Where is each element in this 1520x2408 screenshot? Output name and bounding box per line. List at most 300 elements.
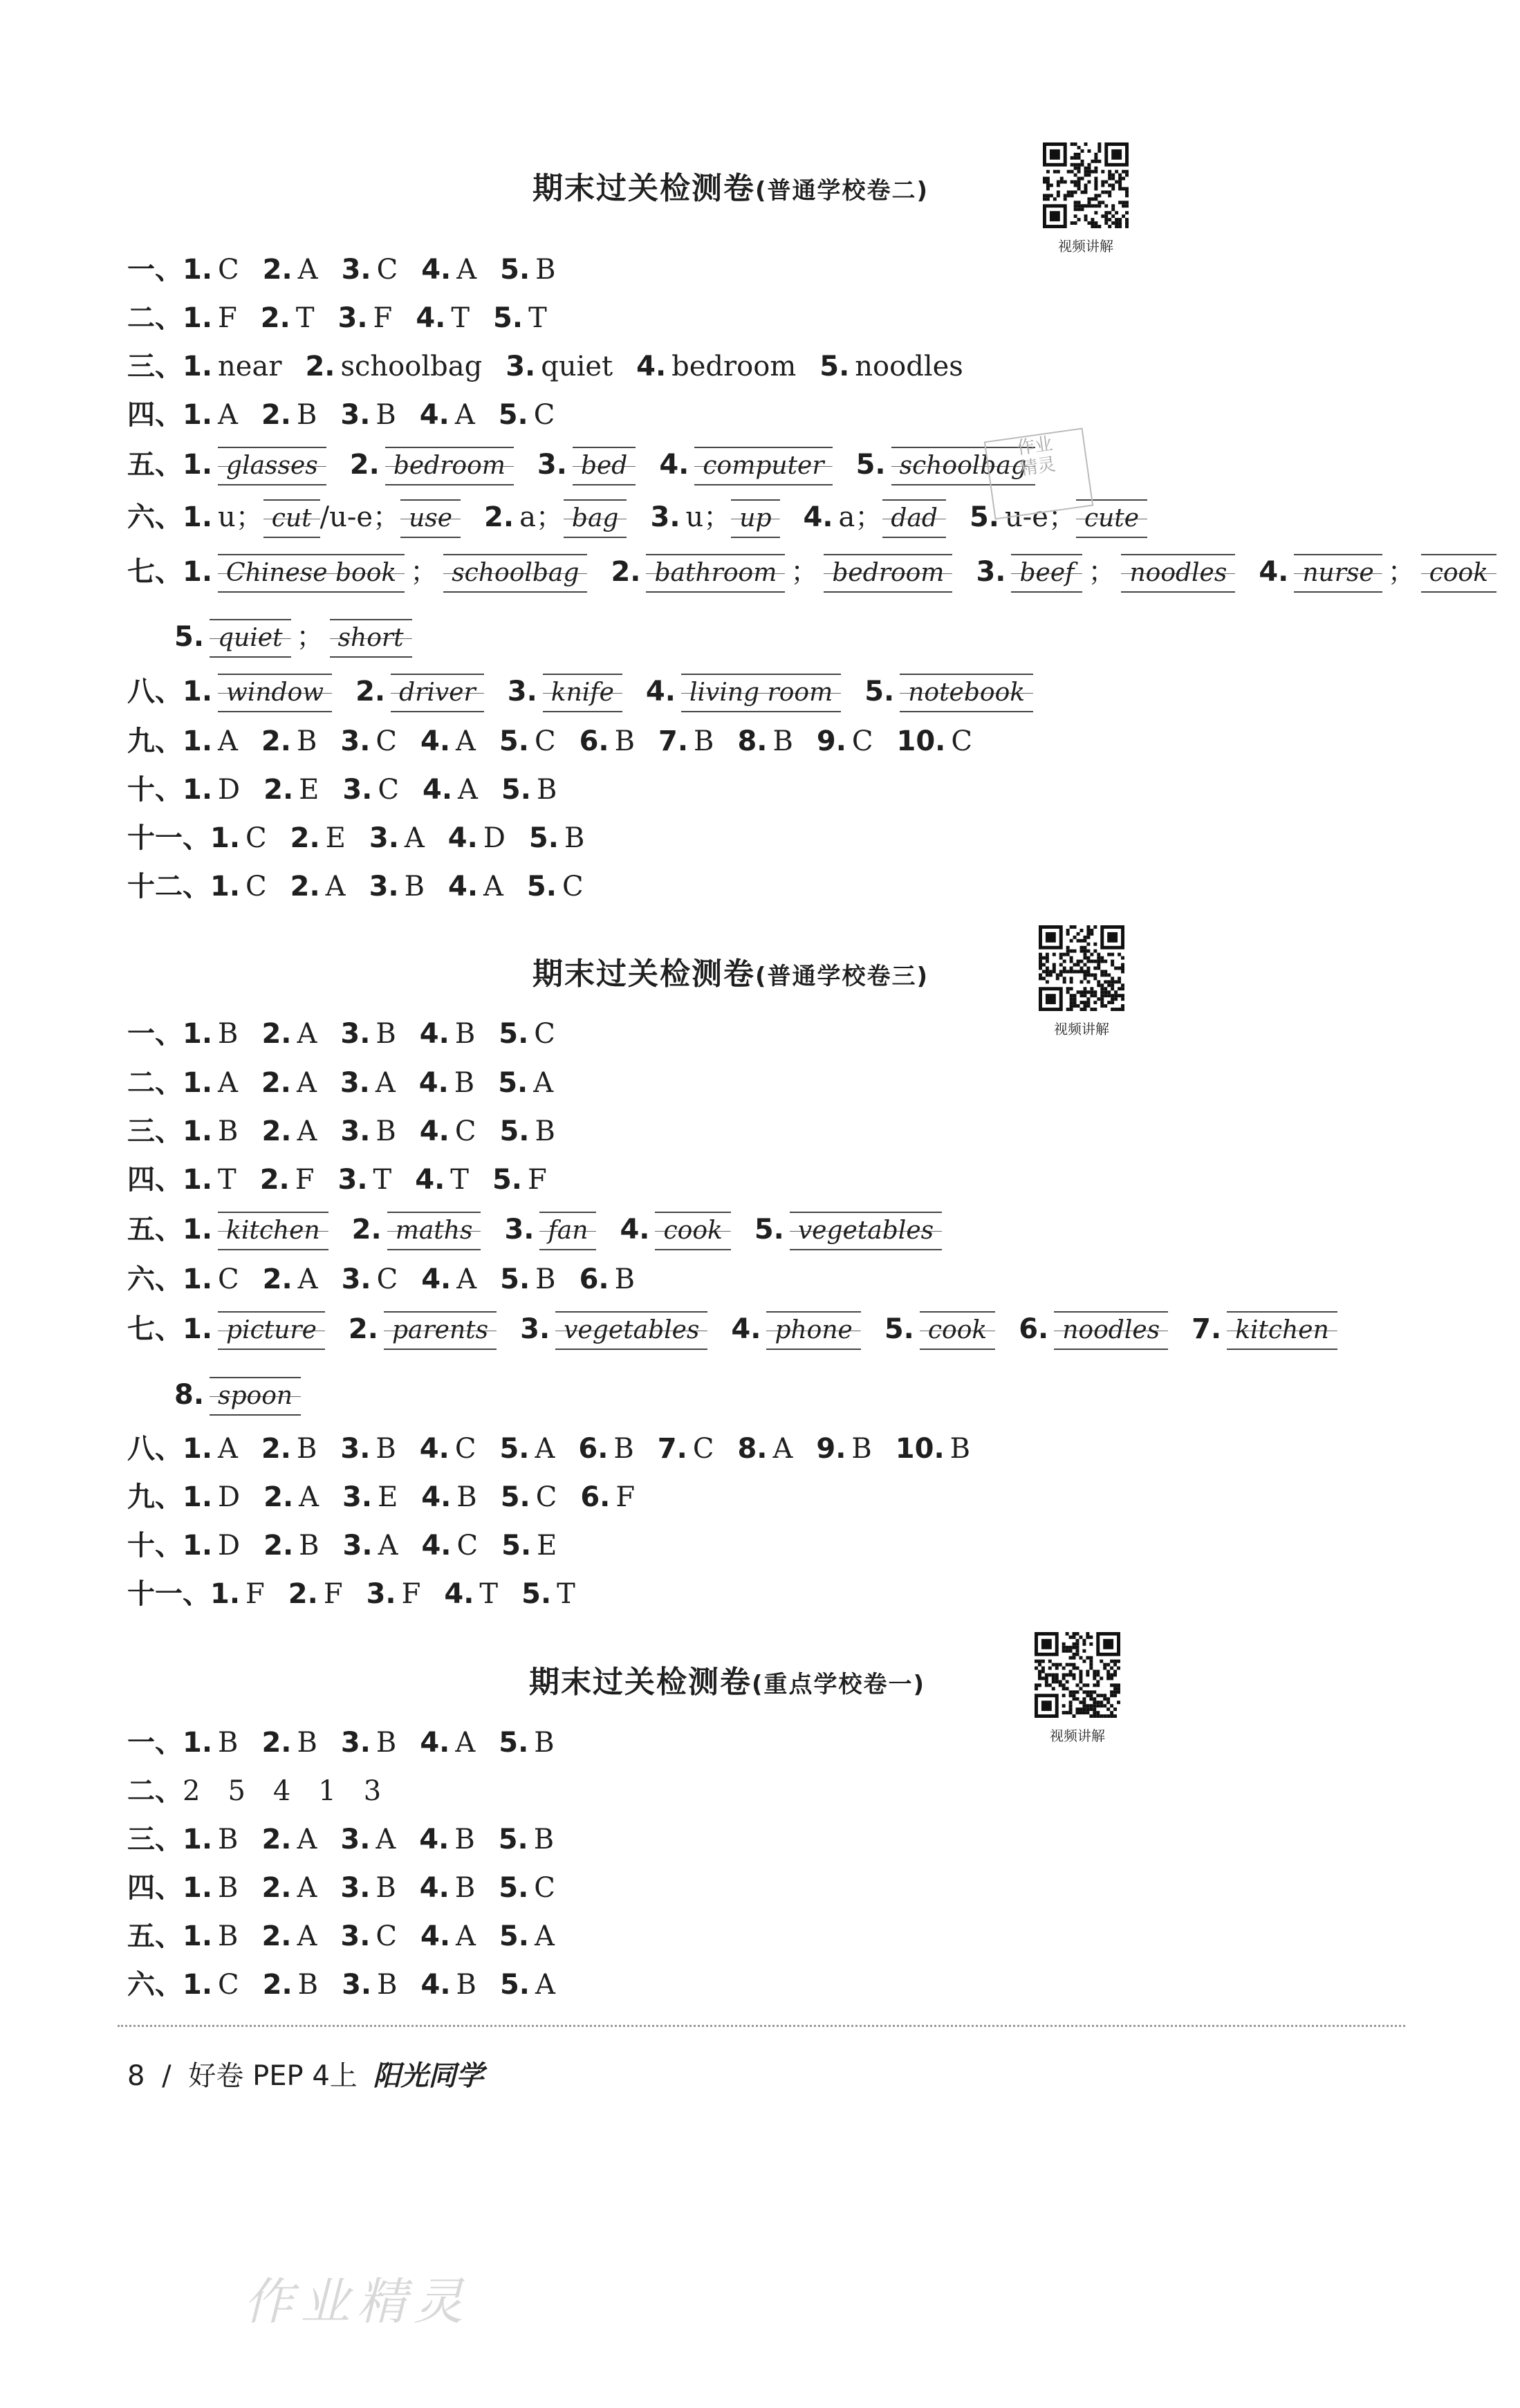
answer-item	[342, 769, 399, 811]
question-number: 5.	[500, 1481, 530, 1513]
handwritten-answer: phone	[766, 1311, 860, 1350]
question-group-label: 一、	[127, 1018, 183, 1050]
question-number: 1.	[183, 1920, 213, 1952]
answer-item	[527, 866, 584, 907]
answer-item	[369, 817, 425, 859]
answer-item	[183, 346, 281, 387]
question-number: 4.	[415, 1164, 445, 1196]
question-number: 4.	[421, 254, 452, 286]
answer-text: D	[218, 1481, 241, 1513]
question-number: 2.	[261, 399, 291, 431]
brand-logo: 阳光同学	[373, 2060, 484, 2092]
answer-text: A	[458, 774, 478, 806]
answer-row	[127, 1573, 599, 1615]
question-number: 4.	[448, 871, 479, 902]
answer-text: C	[951, 725, 972, 757]
answer-text: A	[299, 1481, 319, 1513]
answer-row	[174, 616, 436, 658]
answer-item	[658, 1428, 714, 1470]
answer-text: B	[376, 1872, 396, 1904]
answer-text: A	[404, 822, 425, 854]
answer-item	[261, 721, 317, 762]
answer-item	[415, 1159, 469, 1201]
answer-item	[580, 1476, 635, 1518]
question-number: 5.	[526, 871, 557, 902]
handwritten-answer: cook	[655, 1212, 730, 1250]
question-number: 2.	[261, 1115, 292, 1147]
qr-label: 视频讲解	[1058, 238, 1113, 254]
handwritten-answer: living room	[681, 674, 841, 712]
qr-code-icon[interactable]	[1035, 1632, 1120, 1718]
answer-row	[127, 1867, 579, 1909]
question-number: 3.	[342, 1969, 372, 2001]
answer-item	[183, 1476, 240, 1518]
question-number: 3.	[342, 774, 373, 806]
question-number: 5.	[521, 1578, 552, 1610]
answer-text: C	[378, 774, 399, 806]
question-group-label: 二、	[127, 1775, 183, 1807]
answer-text: quiet	[541, 351, 613, 382]
stamp-watermark: 作业 精灵	[984, 428, 1093, 520]
answer-text: A	[535, 1969, 555, 2001]
answer-row	[127, 394, 578, 436]
question-number: 4.	[420, 1727, 450, 1759]
answer-item	[816, 1428, 871, 1470]
question-number: 5.	[499, 1727, 529, 1759]
question-number: 2.	[262, 1969, 293, 2001]
question-number: 9.	[816, 1433, 846, 1465]
handwritten-answer: fan	[539, 1212, 596, 1250]
question-number: 5.	[498, 1824, 528, 1855]
answer-separator: ；	[790, 556, 819, 588]
question-group-label: 一、	[127, 254, 183, 286]
answer-text: C	[534, 1018, 555, 1050]
answer-text: A	[218, 1433, 238, 1465]
answer-item	[500, 1964, 555, 2006]
answer-row	[127, 1159, 571, 1201]
answer-text: C	[454, 1115, 476, 1147]
answer-separator: ；	[1387, 556, 1416, 588]
question-number: 3.	[340, 1727, 371, 1759]
handwritten-answer: noodles	[1054, 1311, 1168, 1350]
answer-row	[127, 249, 580, 290]
answer-text: B	[296, 725, 317, 757]
question-number: 8.	[737, 1433, 768, 1465]
answer-item	[897, 721, 972, 762]
answer-item	[578, 1428, 633, 1470]
answer-text: B	[376, 1115, 396, 1147]
question-number: 3.	[341, 1263, 371, 1295]
answer-item	[174, 616, 412, 658]
handwritten-answer: notebook	[900, 674, 1033, 712]
answer-item	[342, 1476, 398, 1518]
answer-item	[737, 1428, 793, 1470]
answer-item	[183, 1964, 239, 2006]
question-number: 3.	[340, 1433, 371, 1465]
handwritten-answer: bedroom	[385, 447, 514, 485]
handwritten-answer: bed	[573, 447, 636, 485]
question-group-label: 五、	[127, 449, 183, 481]
question-group-label: 四、	[127, 399, 183, 431]
answer-item	[484, 497, 627, 538]
answer-item	[420, 1428, 476, 1470]
answer-item	[580, 1259, 635, 1300]
answer-text: F	[527, 1164, 547, 1196]
answer-text: B	[218, 1727, 239, 1759]
answer-item	[448, 866, 503, 907]
answer-text: A	[456, 1920, 476, 1952]
answer-item	[501, 1525, 557, 1566]
question-number: 5.	[498, 1067, 528, 1099]
answer-text: E	[537, 1530, 557, 1562]
question-number: 5.	[492, 1164, 522, 1196]
answer-text: F	[323, 1578, 343, 1610]
question-number: 1.	[183, 1214, 213, 1245]
question-number: 1.	[183, 1115, 213, 1147]
answer-text: B	[694, 725, 714, 757]
handwritten-answer: short	[330, 619, 412, 658]
answer-item	[261, 297, 315, 339]
question-group-label: 六、	[127, 501, 183, 533]
answer-text: C	[245, 871, 267, 902]
answer-text: E	[325, 822, 346, 854]
answer-item	[529, 817, 584, 859]
question-number: 1.	[183, 556, 213, 588]
answer-item	[819, 346, 963, 387]
question-number: 1.	[183, 1824, 213, 1855]
question-number: 2.	[484, 501, 515, 533]
answer-item	[580, 721, 635, 762]
answer-row	[127, 1916, 578, 1957]
answer-item	[636, 346, 796, 387]
answer-prefix: u-e；	[1005, 501, 1076, 533]
question-number: 3.	[650, 501, 680, 533]
answer-item	[183, 1525, 240, 1566]
answer-text: C	[692, 1433, 714, 1465]
answer-item	[504, 1209, 596, 1250]
answer-text: C	[376, 1263, 398, 1295]
answer-item	[646, 671, 841, 712]
question-number: 3.	[507, 676, 537, 707]
question-number: 3.	[340, 1872, 371, 1904]
answer-item	[263, 1964, 318, 2006]
question-number: 5.	[174, 621, 205, 653]
question-group-label: 七、	[127, 1313, 183, 1345]
answer-row	[127, 769, 580, 811]
answer-item	[183, 249, 239, 290]
answer-item	[261, 1013, 317, 1055]
question-number: 2.	[261, 1433, 291, 1465]
question-number: 4.	[421, 1530, 452, 1562]
handwritten-answer: parents	[384, 1311, 497, 1350]
answer-item	[210, 817, 267, 859]
question-number: 3.	[537, 449, 567, 481]
answer-text: B	[949, 1433, 971, 1465]
answer-item	[737, 721, 793, 762]
answer-item	[499, 1722, 554, 1763]
answer-row	[127, 1013, 579, 1055]
question-number: 4.	[659, 449, 689, 481]
question-number: 5.	[499, 1969, 530, 2001]
question-group-label: 三、	[127, 1824, 183, 1855]
question-number: 6.	[580, 1481, 611, 1513]
answer-item	[448, 817, 506, 859]
question-group-label: 七、	[127, 556, 183, 588]
question-number: 6.	[579, 1263, 609, 1295]
question-number: 2.	[263, 1530, 294, 1562]
answer-text: C	[218, 1263, 239, 1295]
answer-text: A	[533, 1067, 554, 1099]
question-group-label: 九、	[127, 1481, 183, 1513]
question-number: 5.	[499, 1018, 529, 1050]
question-number: 1.	[183, 1969, 213, 2001]
question-number: 3.	[341, 254, 371, 286]
qr-code-icon[interactable]	[1043, 142, 1129, 228]
question-number: 1.	[183, 302, 213, 334]
answer-item	[501, 769, 557, 811]
answer-text: A	[772, 1433, 793, 1465]
question-number: 5.	[864, 676, 895, 707]
answer-item	[183, 721, 238, 762]
question-number: 5.	[855, 449, 886, 481]
answer-text: T	[557, 1578, 575, 1610]
answer-row	[127, 551, 1520, 593]
question-number: 4.	[419, 1824, 449, 1855]
answer-item	[183, 551, 587, 593]
answer-item	[1019, 1308, 1168, 1350]
question-number: 2.	[263, 1481, 294, 1513]
handwritten-answer: use	[400, 499, 461, 538]
question-number: 2.	[290, 822, 320, 854]
answer-item	[506, 346, 613, 387]
answer-text: B	[376, 1433, 396, 1465]
answer-text: B	[454, 1824, 475, 1855]
question-number: 5.	[499, 1433, 530, 1465]
section-title: 期末过关检测卷(重点学校卷一)	[529, 1665, 926, 1700]
question-number: 1.	[183, 1313, 213, 1345]
answer-item	[183, 671, 332, 712]
answer-item	[500, 249, 555, 290]
answer-item	[263, 1525, 319, 1566]
question-number: 4.	[803, 501, 833, 533]
question-number: 2.	[259, 1164, 290, 1196]
question-number: 2.	[349, 449, 380, 481]
answer-text: B	[218, 1115, 239, 1147]
handwritten-answer: spoon	[210, 1377, 301, 1416]
answer-text: A	[375, 1067, 396, 1099]
footer-divider	[118, 2025, 1405, 2027]
question-number: 2.	[261, 1824, 292, 1855]
answer-item	[342, 1964, 397, 2006]
handwritten-answer: schoolbag	[891, 447, 1035, 485]
answer-item	[419, 1819, 474, 1860]
answer-text: A	[297, 1920, 317, 1952]
answer-text: A	[325, 871, 346, 902]
answer-text: C	[245, 822, 267, 854]
question-number: 1.	[183, 1067, 213, 1099]
answer-text: A	[218, 1067, 238, 1099]
question-number: 3.	[506, 351, 536, 382]
question-number: 2.	[290, 871, 320, 902]
question-number: 4.	[447, 822, 478, 854]
answer-text: C	[535, 1481, 557, 1513]
answer-text: B	[218, 1824, 239, 1855]
answer-item	[498, 1062, 553, 1104]
handwritten-answer: vegetables	[555, 1311, 707, 1350]
handwritten-answer: kitchen	[1227, 1311, 1337, 1350]
answer-text: D	[218, 1530, 241, 1562]
question-number: 6.	[1019, 1313, 1049, 1345]
answer-item	[340, 1819, 396, 1860]
answer-row	[127, 1819, 577, 1860]
question-number: 4.	[419, 1018, 449, 1050]
answer-item	[420, 394, 475, 436]
answer-text: C	[218, 254, 239, 286]
answer-text: A	[218, 399, 238, 431]
answer-item	[342, 249, 398, 290]
answer-item	[305, 346, 482, 387]
qr-code-icon[interactable]	[1039, 925, 1124, 1011]
answer-item	[896, 1428, 970, 1470]
answer-item	[499, 1867, 555, 1909]
answer-text: A	[534, 1920, 555, 1952]
answer-text: A	[535, 1433, 555, 1465]
answer-item	[210, 1573, 265, 1615]
question-group-label: 三、	[127, 1115, 183, 1147]
question-number: 5.	[528, 822, 559, 854]
answer-item	[263, 1259, 318, 1300]
question-number: 5.	[884, 1313, 914, 1345]
answer-middle: /u-e；	[319, 501, 401, 533]
answer-row	[127, 1525, 580, 1566]
question-number: 6.	[579, 725, 609, 757]
answer-text: B	[851, 1433, 872, 1465]
answer-item	[367, 1573, 421, 1615]
answer-item	[342, 1259, 398, 1300]
answer-prefix: u；	[218, 501, 263, 533]
question-number: 4.	[1259, 556, 1289, 588]
answer-item	[183, 297, 237, 339]
answer-text: A	[297, 1115, 317, 1147]
answer-text: B	[614, 725, 635, 757]
question-number: 5.	[499, 1920, 529, 1952]
answer-text: C	[376, 254, 398, 286]
answer-item	[340, 1428, 396, 1470]
question-number: 2.	[261, 725, 291, 757]
answer-text: F	[401, 1578, 421, 1610]
watermark-logo: 作业精灵	[243, 2272, 471, 2331]
handwritten-answer: kitchen	[218, 1212, 328, 1250]
answer-text: A	[456, 725, 476, 757]
question-number: 3.	[340, 1018, 371, 1050]
answer-row	[127, 297, 571, 339]
answer-text: B	[613, 1433, 634, 1465]
question-number: 3.	[504, 1214, 535, 1245]
question-group-label: 九、	[127, 725, 183, 757]
answer-item	[420, 721, 476, 762]
answer-row	[127, 671, 1057, 712]
handwritten-answer: quiet	[210, 619, 291, 658]
question-group-label: 十一、	[127, 822, 210, 854]
answer-text: T	[528, 302, 547, 334]
question-number: 1.	[183, 1018, 213, 1050]
answer-item	[499, 1111, 555, 1152]
answer-text: B	[376, 399, 396, 431]
question-number: 2.	[263, 774, 294, 806]
answer-text: B	[299, 1530, 319, 1562]
answer-item	[501, 1476, 557, 1518]
answer-text: B	[297, 1969, 319, 2001]
question-number: 1.	[183, 1433, 213, 1465]
book-title: 好卷 PEP 4上	[188, 2060, 358, 2092]
page-number: 8	[127, 2060, 145, 2092]
answer-text: C	[376, 1920, 397, 1952]
answer-item	[817, 721, 873, 762]
answer-row	[127, 1259, 658, 1300]
question-number: 5.	[819, 351, 850, 382]
answer-item	[288, 1573, 343, 1615]
answer-item	[620, 1209, 730, 1250]
question-number: 3.	[976, 556, 1006, 588]
question-number: 1.	[183, 1872, 213, 1904]
question-group-label: 五、	[127, 1214, 183, 1245]
answer-item	[340, 1867, 396, 1909]
answer-text: bedroom	[671, 351, 797, 382]
answer-row	[127, 1209, 965, 1250]
question-number: 2.	[261, 1920, 292, 1952]
question-number: 1.	[183, 1481, 213, 1513]
question-number: 9.	[816, 725, 846, 757]
answer-item	[183, 1916, 238, 1957]
question-number: 2.	[305, 351, 335, 382]
answer-item	[355, 671, 484, 712]
handwritten-answer: picture	[218, 1311, 325, 1350]
question-number: 4.	[420, 1969, 451, 2001]
answer-item	[499, 1428, 555, 1470]
question-number: 4.	[422, 774, 453, 806]
question-group-label: 四、	[127, 1164, 183, 1196]
handwritten-answer: cook	[920, 1311, 995, 1350]
answer-item	[183, 1428, 238, 1470]
handwritten-answer: cute	[1076, 499, 1147, 538]
question-number: 1.	[183, 1530, 213, 1562]
answer-item	[369, 866, 425, 907]
question-number: 5.	[501, 774, 531, 806]
question-group-label: 十、	[127, 774, 183, 806]
answer-item	[420, 1013, 475, 1055]
question-number: 4.	[421, 1263, 452, 1295]
answer-text: C	[218, 1969, 239, 2001]
answer-text: B	[218, 1872, 239, 1904]
answer-item	[338, 297, 393, 339]
answer-item	[492, 1159, 547, 1201]
answer-separator: ；	[1088, 556, 1116, 588]
question-number: 4.	[620, 1214, 650, 1245]
question-number: 1.	[183, 449, 213, 481]
question-number: 1.	[183, 774, 213, 806]
answer-row	[127, 866, 607, 907]
answer-row	[127, 1428, 994, 1470]
question-number: 1.	[210, 871, 241, 902]
answer-text: B	[564, 822, 585, 854]
handwritten-answer: Chinese book	[218, 554, 405, 593]
answer-item	[499, 1819, 554, 1860]
question-number: 5.	[499, 1872, 529, 1904]
answer-text: A	[218, 725, 238, 757]
question-number: 3.	[520, 1313, 550, 1345]
answer-text: B	[535, 1263, 556, 1295]
answer-text: B	[456, 1969, 476, 2001]
